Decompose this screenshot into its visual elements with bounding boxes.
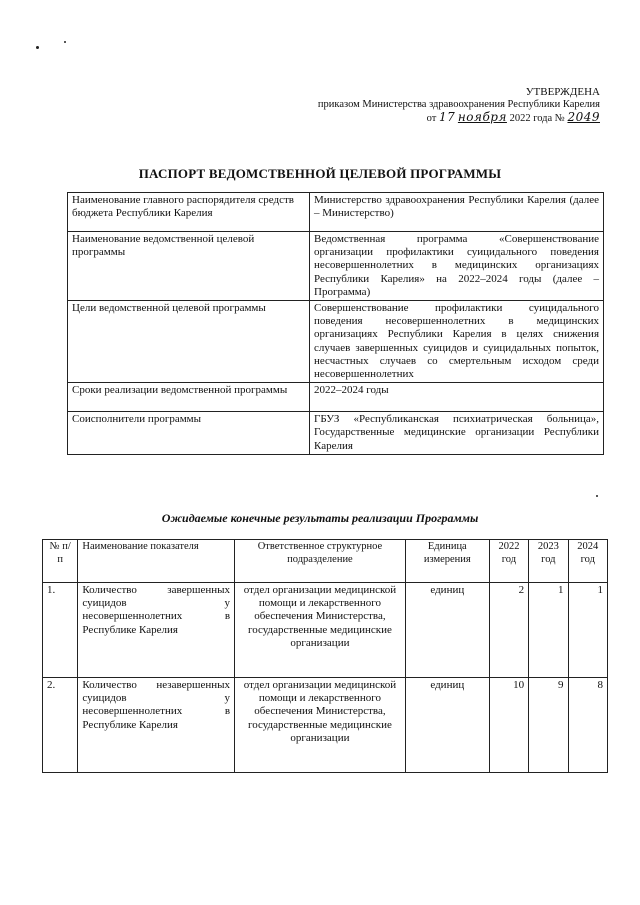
passport-row (68, 412, 604, 455)
header-num: № п/п (43, 540, 78, 583)
passport-label: Наименование главного распорядителя средств бюджета Республики Карелия (68, 193, 310, 232)
approval-date-line (318, 111, 600, 126)
approval-heading: УТВЕРЖДЕНА (525, 86, 600, 98)
passport-row (68, 232, 604, 301)
passport-label: Соисполнители программы (68, 412, 310, 455)
passport-label: Наименование ведомственной целевой программы (68, 232, 310, 301)
row-name: Количество завершенных суицидов у несовершеннолетних в Республике Карелия (78, 583, 235, 678)
header-name: Наименование показателя (78, 540, 235, 583)
row-2023: 1 (529, 583, 568, 678)
row-num: 2. (43, 678, 78, 773)
header-2023: 2023 год (529, 540, 568, 583)
header-unit: Единица измерения (405, 540, 489, 583)
row-dept: отдел организации медицинской помощи и лекарственного обеспечения Министерства, государственные медицинские организации (235, 678, 406, 773)
row-dept: отдел организации медицинской помощи и лекарственного обеспечения Министерства, государственные медицинские организации (235, 583, 406, 678)
row-2023: 9 (529, 678, 568, 773)
passport-value: Совершенствование профилактики суицидального поведения несовершеннолетних в медицинских организациях Республики Карелия в целях снижения случаев завершенных суицидов и суицидальных попыток, несчастных случаев со смертельным исходом среди несовершеннолетних (310, 301, 604, 383)
row-unit: единиц (405, 678, 489, 773)
passport-value: Ведомственная программа «Совершенствование организации профилактики суицидального поведения несовершеннолетних в медицинских организациях Республики Карелия» на 2022–2024 годы (далее – Программа) (310, 232, 604, 301)
row-name: Количество незавершенных суицидов у несовершеннолетних в Республике Карелия (78, 678, 235, 773)
passport-table (67, 192, 604, 455)
results-table (42, 539, 608, 773)
passport-label: Цели ведомственной целевой программы (68, 301, 310, 383)
approval-from-label: от (426, 113, 437, 124)
passport-row (68, 383, 604, 412)
row-unit: единиц (405, 583, 489, 678)
table-row (43, 583, 608, 678)
page-title: ПАСПОРТ ВЕДОМСТВЕННОЙ ЦЕЛЕВОЙ ПРОГРАММЫ (138, 166, 502, 181)
row-2024: 1 (568, 583, 607, 678)
row-num: 1. (43, 583, 78, 678)
scan-speck (596, 495, 598, 497)
approval-order-number: 2049 (567, 110, 600, 124)
scan-speck (36, 46, 39, 49)
results-subtitle: Ожидаемые конечные результаты реализации Программы (161, 511, 479, 525)
passport-value: 2022–2024 годы (310, 383, 604, 412)
passport-row (68, 193, 604, 232)
approval-date-day: 17 (439, 110, 456, 124)
approval-date-month: ноября (457, 110, 507, 124)
row-2022: 10 (489, 678, 528, 773)
approval-stamp (318, 86, 600, 126)
results-header-row (43, 540, 608, 583)
passport-value: Министерство здравоохранения Республики Карелия (далее – Министерство) (310, 193, 604, 232)
approval-year-text: 2022 года № (509, 113, 565, 124)
scan-speck (64, 41, 66, 43)
header-2024: 2024 год (568, 540, 607, 583)
header-dept: Ответственное структурное подразделение (235, 540, 406, 583)
passport-row (68, 301, 604, 383)
table-row (43, 678, 608, 773)
header-2022: 2022 год (489, 540, 528, 583)
passport-label: Сроки реализации ведомственной программы (68, 383, 310, 412)
row-2024: 8 (568, 678, 607, 773)
row-2022: 2 (489, 583, 528, 678)
approval-order-line: приказом Министерства здравоохранения Республики Карелия (317, 98, 600, 110)
passport-value: ГБУЗ «Республиканская психиатрическая больница», Государственные медицинские организации Республики Карелия (310, 412, 604, 455)
